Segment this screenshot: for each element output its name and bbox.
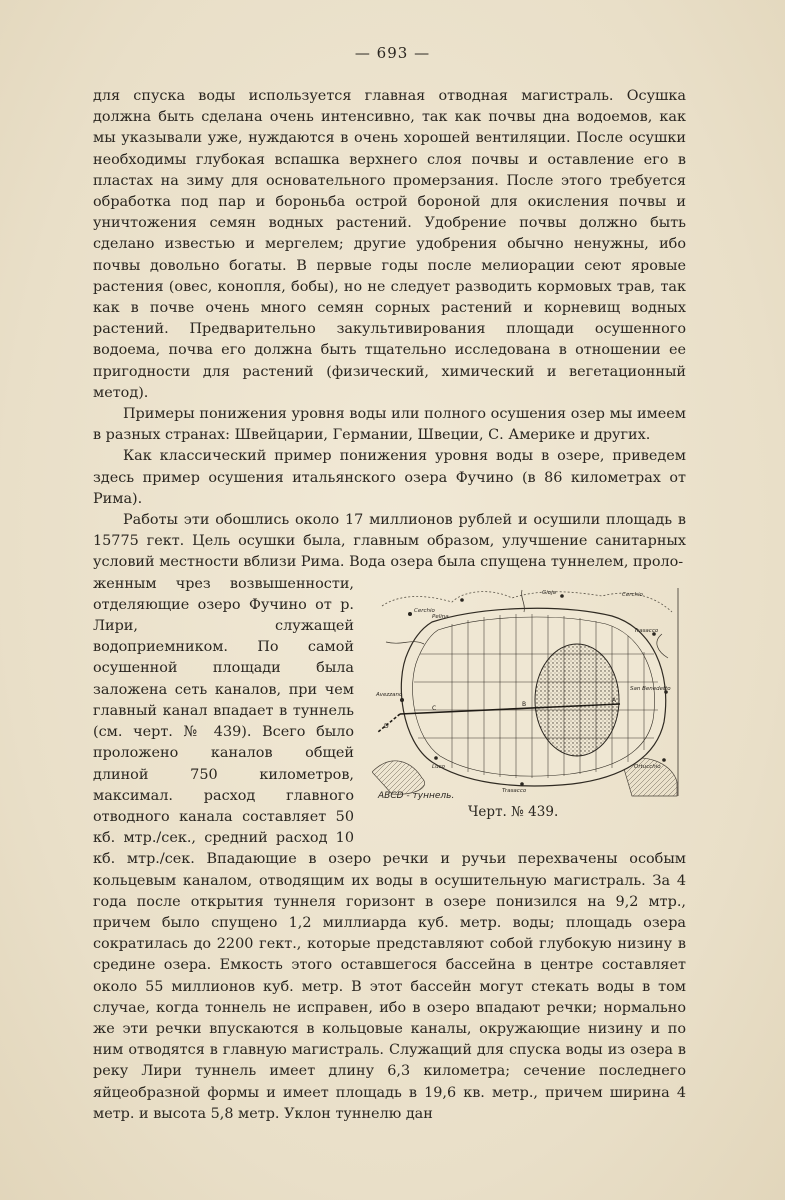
fucino-map-drawing <box>372 582 682 798</box>
map-label-bottom: Trasacco <box>502 787 527 794</box>
map-label-right1: Trasacco <box>634 627 659 634</box>
paragraph-4: Работы эти обошлись около 17 миллионов рублей и осушили площадь в 15775 гект. Цель осушки была, главным образом, улучшение санитарных условий местности вблизи Рима. Вода озера была спущена туннелем, проло- <box>93 512 686 571</box>
figure-439 <box>368 578 686 836</box>
wrapped-section <box>93 574 686 1125</box>
map-label-left1: Avezzano <box>376 691 403 698</box>
map-letter-c: C <box>432 704 437 712</box>
map-label-top-left: Cerchio <box>414 607 435 614</box>
map-label-right2: San Benedetto <box>630 685 671 692</box>
map-letter-a: A <box>612 696 617 704</box>
map-label-pelina: Pelina <box>432 613 449 620</box>
map-label-top-right: Cerchio <box>622 591 643 598</box>
map-letter-d: D <box>384 722 389 730</box>
paragraph-5: женным чрез возвышенности, отделяющие озеро Фучино от р. Лири, служащей водоприемником. По самой осушенной площади была заложена сеть каналов, при чем главный канал впадает в туннель (см. черт. № 439). Всего было проложено каналов общей длиной 750 километров, максимал. расход главного отводного канала составляет 50 кб. мтр./сек., средний расход 10 кб. мтр./сек. Впадающие в озеро речки и ручьи перехвачены особым кольцевым каналом, отводящим их воды в осушительную магистраль. За 4 года после открытия туннеля горизонт в озере понизился на 9,2 мтр., причем было спущено 1,2 миллиарда куб. метр. воды; площадь озера сократилась до 2200 гект., которые представляют собой глубокую низину в средине озера. Емкость этого оставшегося бассейна в центре составляет около 55 миллионов куб. метр. В этот бассейн могут стекать воды в том случае, когда тоннель не исправен, ибо в озеро впадают речки; нормально же эти речки впускаются в кольцовые каналы, окружающие низину и по ним отводятся в главную магистраль. Служащий для спуска воды из озера в реку Лири туннель имеет длину 6,3 километра; сечение последнего яйцеобразной формы и имеет площадь в 19,6 кв. метр., причем ширина 4 метр. и высота 5,8 метр. Уклон туннелю дан <box>93 575 686 1122</box>
paragraph-3: Как классический пример понижения уровня воды в озере, приведем здесь пример осушения итальянского озера Фучино (в 86 километрах от Рима). <box>93 448 686 507</box>
figure-caption: Черт. № 439. <box>468 803 559 820</box>
fucino-map <box>372 582 682 798</box>
text-column <box>93 86 686 1125</box>
page-number: — 693 — <box>354 44 431 62</box>
map-label-top-mid: Gioja <box>542 589 557 596</box>
map-label-left2: Luco <box>432 763 445 770</box>
paragraph-1: для спуска воды используется главная отводная магистраль. Осушка должна быть сделана очень интенсивно, так как почвы дна водоемов, как мы указывали уже, нуждаются в очень хорошей вентиляции. После осушки необходимы глубокая вспашка верхнего слоя почвы и оставление его в пластах на зиму для основательного промерзания. После этого требуется обработка под пар и бороньба острой бороной для окисления почвы и уничтожения семян водных растений. Удобрение почвы должно быть сделано известью и мергелем; другие удобрения обычно ненужны, ибо почвы довольно богаты. В первые годы после мелиорации сеют яровые растения (овес, конопля, бобы), но не следует разводить кормовых трав, так как в почве очень много семян сорных растений и корневищ водных растений. Предварительно закультивирования площади осушенного водоема, почва его должна быть тщательно исследована в отношении ее пригодности для растений (физический, химический и вегетационный метод). <box>93 88 686 401</box>
map-letter-b: B <box>522 700 527 708</box>
map-label-right3: Ortucchio <box>634 763 661 770</box>
tunnel-legend: ABCD - туннель. <box>378 790 455 801</box>
paragraph-2: Примеры понижения уровня воды или полного осушения озер мы имеем в разных странах: Швейцарии, Германии, Швеции, С. Америке и других. <box>93 406 686 444</box>
